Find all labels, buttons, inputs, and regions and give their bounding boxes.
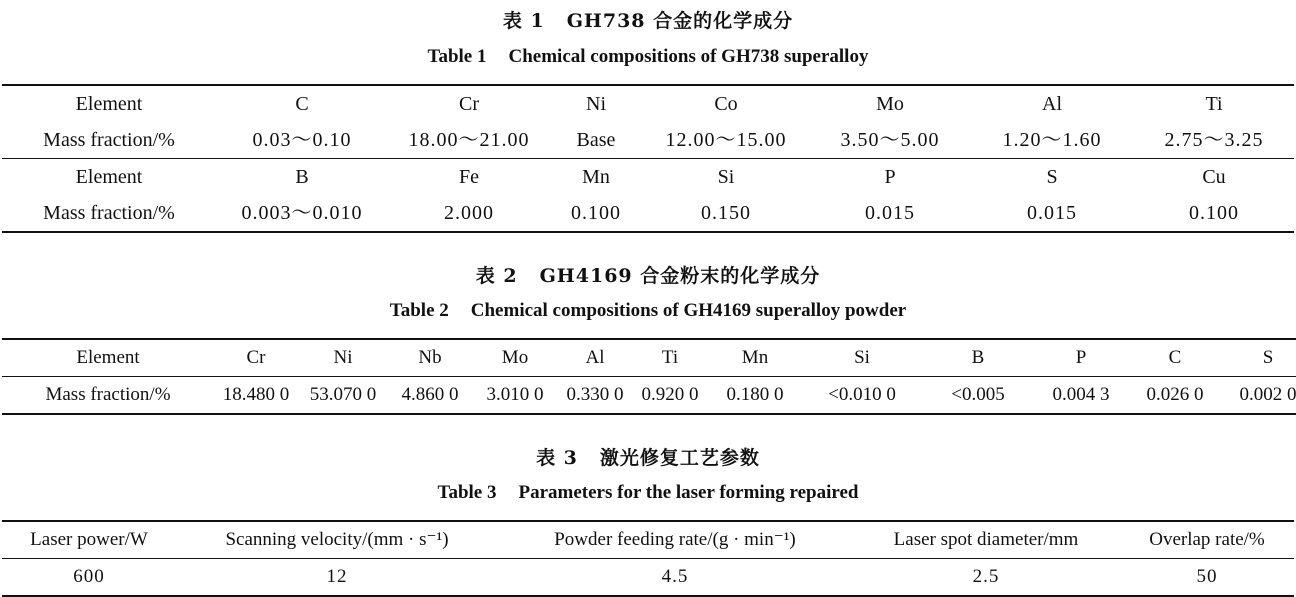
table1-element-row-2 (2, 159, 1294, 196)
table1-value-row-1 (2, 122, 1294, 159)
table2-value-row (2, 377, 1296, 415)
value-cell: 0.100 (550, 195, 642, 232)
value-cell: 0.015 (970, 195, 1134, 232)
row-label: Element (75, 166, 143, 188)
element-cell: Mo (810, 85, 970, 122)
table2-caption-cn (0, 261, 1296, 288)
value-cell: 3.010 0 (472, 377, 558, 415)
table3-header-row (2, 521, 1294, 559)
value-cell: 12.00～15.00 (642, 122, 810, 159)
table3-number-cn: 表 3 (536, 447, 578, 469)
value-laser-power: 600 (2, 559, 176, 597)
table3-number-en: Table 3 (437, 482, 497, 503)
value-cell: 0.150 (642, 195, 810, 232)
element-cell: Cu (1202, 166, 1226, 188)
element-cell: Si (802, 339, 922, 377)
value-cell: 0.015 (810, 195, 970, 232)
table1-number-cn: 表 1 (502, 10, 545, 32)
element-cell: Ti (1134, 85, 1294, 122)
header-powder-feeding-rate: Powder feeding rate/(g · min⁻¹) (498, 521, 852, 559)
element-cell: Ni (550, 85, 642, 122)
element-cell: P (884, 166, 896, 188)
value-cell: 0.180 0 (708, 377, 802, 415)
element-cell: B (295, 166, 309, 188)
table1-value-row-2 (2, 195, 1294, 232)
value-cell: 0.004 3 (1034, 377, 1128, 415)
value-cell: <0.005 (922, 377, 1034, 415)
element-cell: B (922, 339, 1034, 377)
table1-title-cn: GH738 合金的化学成分 (566, 10, 794, 32)
table1-caption-en (0, 46, 1296, 68)
value-cell: 2.75～3.25 (1134, 122, 1294, 159)
header-laser-power: Laser power/W (2, 521, 176, 559)
table3-title-cn: 激光修复工艺参数 (599, 447, 760, 469)
table3-caption-cn (0, 443, 1296, 470)
element-cell: Co (642, 85, 810, 122)
element-cell: Ni (298, 339, 388, 377)
table2-element-row (2, 339, 1296, 377)
element-cell: Ti (632, 339, 708, 377)
value-cell: 3.50～5.00 (810, 122, 970, 159)
value-cell: 2.000 (388, 195, 550, 232)
table1-element-row-1 (2, 85, 1294, 122)
header-overlap-rate: Overlap rate/% (1120, 521, 1294, 559)
value-overlap-rate: 50 (1120, 559, 1294, 597)
element-cell: S (1222, 339, 1296, 377)
row-label: Mass fraction/% (2, 377, 214, 415)
row-label: Mass fraction/% (2, 195, 216, 232)
table1-caption-cn (0, 6, 1296, 33)
value-cell: 18.00～21.00 (388, 122, 550, 159)
element-cell: Al (970, 85, 1134, 122)
element-cell: Si (717, 166, 735, 188)
value-cell: 53.070 0 (298, 377, 388, 415)
value-cell: 18.480 0 (214, 377, 298, 415)
value-cell: <0.010 0 (802, 377, 922, 415)
element-cell: Mn (708, 339, 802, 377)
value-cell: 0.002 0 (1222, 377, 1296, 415)
element-cell: Mn (582, 166, 610, 188)
value-scanning-velocity: 12 (176, 559, 498, 597)
value-cell: 0.003～0.010 (216, 195, 388, 232)
value-cell: 0.330 0 (558, 377, 632, 415)
element-cell: S (1046, 166, 1058, 188)
value-laser-spot-diameter: 2.5 (852, 559, 1120, 597)
table1 (2, 84, 1294, 233)
table3-value-row (2, 559, 1294, 597)
row-label: Element (2, 85, 216, 122)
element-cell: Al (558, 339, 632, 377)
value-cell: 1.20～1.60 (970, 122, 1134, 159)
element-cell: Fe (459, 166, 479, 188)
table1-number-en: Table 1 (427, 46, 487, 67)
table2-caption-en (0, 300, 1296, 322)
header-laser-spot-diameter: Laser spot diameter/mm (852, 521, 1120, 559)
table3-caption-en (0, 482, 1296, 504)
row-label: Element (2, 339, 214, 377)
row-label: Mass fraction/% (2, 122, 216, 159)
element-cell: Cr (388, 85, 550, 122)
value-powder-feeding-rate: 4.5 (498, 559, 852, 597)
value-cell: 4.860 0 (388, 377, 472, 415)
table2-title-cn: GH4169 合金粉末的化学成分 (539, 265, 821, 287)
element-cell: Mo (472, 339, 558, 377)
value-cell: Base (550, 122, 642, 159)
element-cell: C (1128, 339, 1222, 377)
element-cell: Nb (388, 339, 472, 377)
value-cell: 0.03～0.10 (216, 122, 388, 159)
table2-number-cn: 表 2 (475, 265, 518, 287)
table3-title-en: Parameters for the laser forming repaired (518, 482, 859, 503)
value-cell: 0.920 0 (632, 377, 708, 415)
value-cell: 0.026 0 (1128, 377, 1222, 415)
header-scanning-velocity: Scanning velocity/(mm · s⁻¹) (176, 521, 498, 559)
table2-number-en: Table 2 (389, 300, 449, 321)
table3 (2, 520, 1294, 597)
element-cell: C (216, 85, 388, 122)
table2-title-en: Chemical compositions of GH4169 superalloy powder (470, 300, 907, 321)
table2 (2, 338, 1296, 415)
element-cell: P (1034, 339, 1128, 377)
value-cell: 0.100 (1134, 195, 1294, 232)
element-cell: Cr (214, 339, 298, 377)
table1-title-en: Chemical compositions of GH738 superalloy (508, 46, 869, 67)
